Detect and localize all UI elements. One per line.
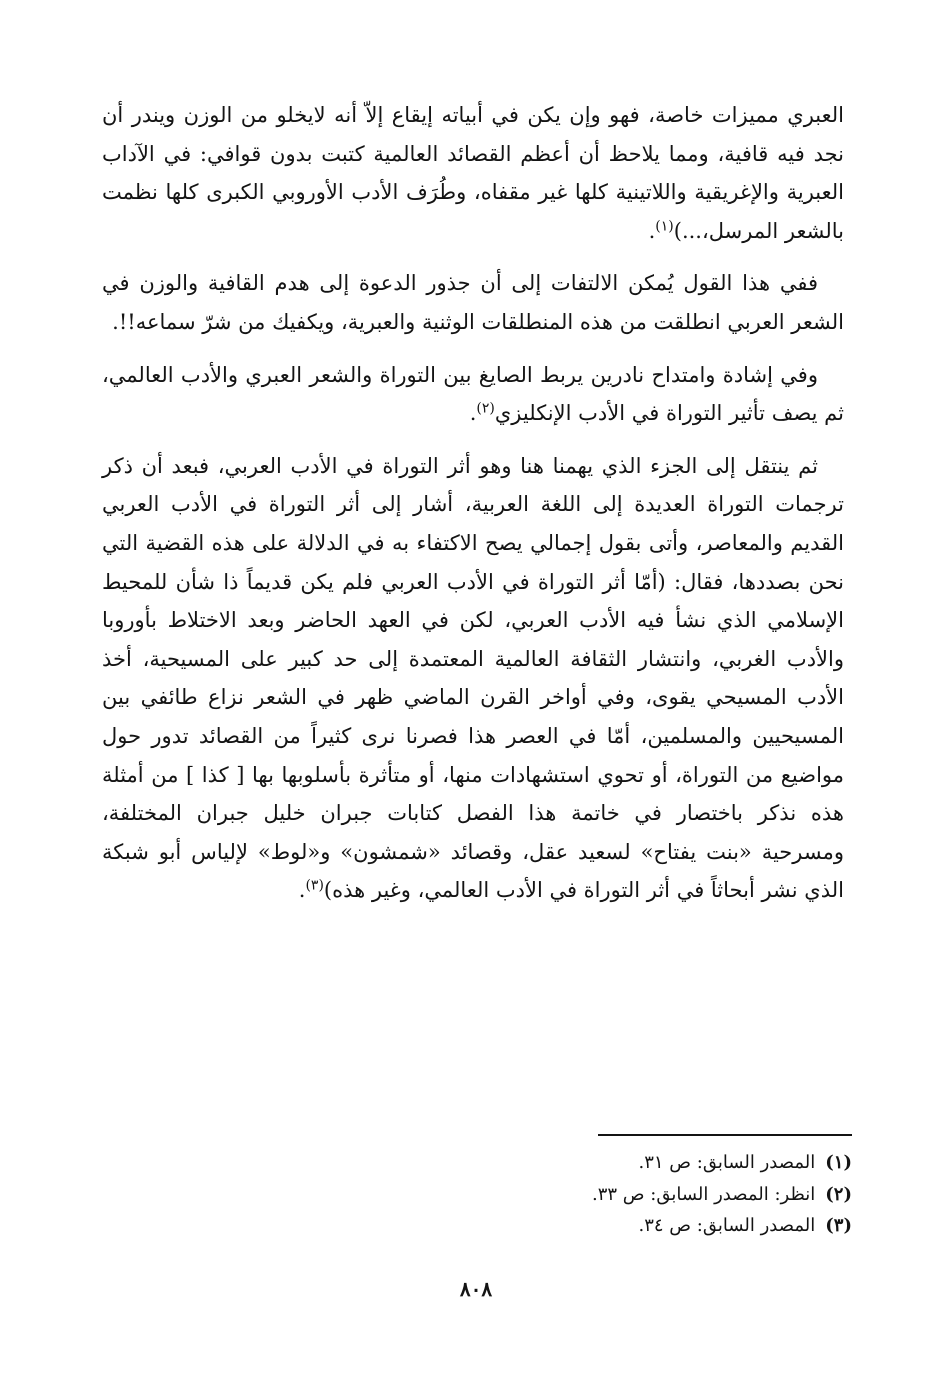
footnote-ref-2: (٢) xyxy=(476,400,495,417)
paragraph-2-text: ففي هذا القول يُمكن الالتفات إلى أن جذور الدعوة إلى هدم القافية والوزن في الشعر العربي انطلقت من هذه المنطلقات الوثنية والعبرية، ويكفيك من شرّ سماعه!!. xyxy=(102,271,844,334)
footnote-2 xyxy=(352,1179,852,1211)
footnote-1-text: المصدر السابق: ص ٣١. xyxy=(638,1152,816,1173)
footnote-2-number: (٢) xyxy=(825,1183,852,1205)
footnote-ref-3: (٣) xyxy=(305,877,324,894)
paragraph-1 xyxy=(102,96,844,250)
paragraph-1-end: . xyxy=(648,218,656,243)
page-number: ٨٠٨ xyxy=(459,1277,493,1301)
footnotes xyxy=(352,1147,852,1242)
footnote-1-number: (١) xyxy=(825,1152,852,1173)
paragraph-4-text: ثم ينتقل إلى الجزء الذي يهمنا هنا وهو أثر التوراة في الأدب العربي، فبعد أن ذكر ترجمات التوراة العديدة إلى اللغة العربية، أشار إلى أثر التوراة في الأدب العربي القديم والمعاصر، وأتى بقول إجمالي يصح الاكتفاء به في الدلالة على هذه القضية التي نحن بصددها، فقال: (أمّا أثر التوراة في الأدب العربي فلم يكن قديماً ذا شأن للمحيط الإسلامي الذي نشأ فيه الأدب العربي، لكن في العهد الحاضر وبعد الاختلاط بأوروبا والأدب الغربي، وانتشار الثقافة العالمية المعتمدة إلى حد كبير على المسيحية، أخذ الأدب المسيحي يقوى، وفي أواخر القرن الماضي ظهر في الشعر نزاع طائفي بين المسيحيين والمسلمين، أمّا في العصر هذا فصرنا نرى كثيراً من القصائد تدور حول مواضيع من التوراة، أو تحوي استشهادات منها، أو متأثرة بأسلوبها بها [ كذا ] من أمثلة هذه نذكر باختصار في خاتمة هذا الفصل كتابات جبران خليل جبران المختلفة، ومسرحية «بنت يفتاح» لسعيد عقل، وقصائد «شمشون» و«لوط» لإلياس أبو شبكة الذي نشر أبحاثاً في أثر التوراة في الأدب العالمي، وغير هذه) xyxy=(102,453,845,903)
main-text xyxy=(102,96,844,924)
footnote-1 xyxy=(352,1147,852,1179)
paragraph-3-text: وفي إشادة وامتداح نادرين يربط الصايغ بين التوراة والشعر العبري والأدب العالمي، ثم يصف تأثير التوراة في الأدب الإنكليزي xyxy=(102,362,844,426)
paragraph-1-text: العبري مميزات خاصة، فهو وإن يكن في أبياته إيقاع إلاّ أنه لايخلو من الوزن ويندر أن نجد فيه قافية، ومما يلاحظ أن أعظم القصائد العالمية كتبت بدون قوافي: في الآداب العبرية والإغريقية واللاتينية كلها غير مقفاه، وطُرَف الأدب الأوروبي الكبرى كلها نظمت بالشعر المرسل،...) xyxy=(102,103,844,243)
footnote-3 xyxy=(352,1210,852,1242)
footnote-2-text: انظر: المصدر السابق: ص ٣٣. xyxy=(592,1183,816,1205)
paragraph-2 xyxy=(102,264,844,341)
paragraph-3-end: . xyxy=(469,401,477,426)
paragraph-4-end: . xyxy=(298,878,306,903)
paragraph-3 xyxy=(102,356,844,433)
footnote-ref-1: (١) xyxy=(655,218,674,235)
paragraph-4 xyxy=(102,447,844,910)
footnote-3-text: المصدر السابق: ص ٣٤. xyxy=(638,1215,816,1236)
footnote-divider xyxy=(598,1134,852,1136)
footnote-3-number: (٣) xyxy=(825,1215,852,1236)
